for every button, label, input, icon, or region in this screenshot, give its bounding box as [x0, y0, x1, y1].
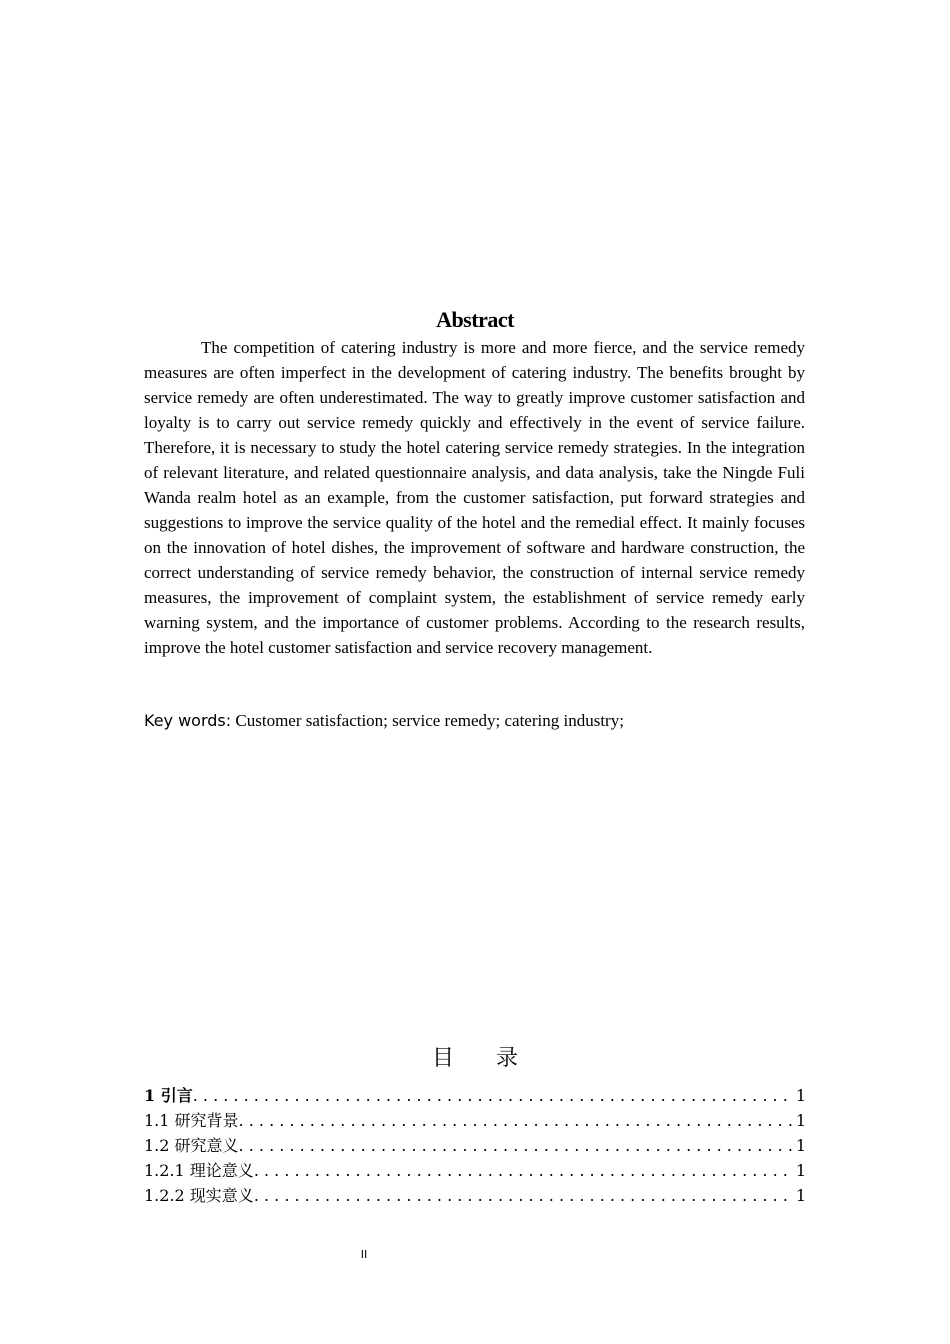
- abstract-title: Abstract: [436, 307, 514, 332]
- keywords-text: Customer satisfaction; service remedy; catering industry;: [235, 711, 624, 730]
- toc-entry-page: 1: [795, 1136, 806, 1155]
- page-number: II: [360, 1248, 368, 1261]
- toc-entry[interactable]: [144, 1083, 806, 1108]
- toc-leader-dots: [254, 1183, 794, 1208]
- toc-entry-label: 1.2 研究意义: [144, 1136, 239, 1155]
- abstract-body: The competition of catering industry is more and more fierce, and the service remedy measures are often imperfect in the development of catering industry. The benefits brought by service remedy are often underestimated. The way to greatly improve customer satisfaction and loyalty is to carry out service remedy quickly and effectively in the event of service failure. Therefore, it is necessary to study the hotel catering service remedy strategies. In the integration of relevant literature, and related questionnaire analysis, and data analysis, take the Ningde Fuli Wanda realm hotel as an example, from the customer satisfaction, put forward strategies and suggestions to improve the service quality of the hotel and the remedial effect. It mainly focuses on the innovation of hotel dishes, the improvement of software and hardware construction, the correct understanding of service remedy behavior, the construction of internal service remedy measures, the improvement of complaint system, the establishment of service remedy early warning system, and the importance of customer problems. According to the research results, improve the hotel customer satisfaction and service recovery management.: [144, 338, 805, 657]
- toc-leader-dots: [239, 1133, 794, 1158]
- toc-entry[interactable]: [144, 1158, 806, 1183]
- toc-entry-page: 1: [795, 1161, 806, 1180]
- toc-entry-page: 1: [795, 1086, 806, 1105]
- toc-entry-label: 1.2.1 理论意义: [144, 1161, 254, 1180]
- toc-entry-label: 1.1 研究背景: [144, 1111, 239, 1130]
- toc-leader-dots: [254, 1158, 794, 1183]
- keywords-line: [144, 708, 805, 733]
- toc-entry-page: 1: [795, 1111, 806, 1130]
- toc-entry-page: 1: [795, 1186, 806, 1205]
- toc-leader-dots: [193, 1083, 794, 1108]
- toc-entry[interactable]: [144, 1183, 806, 1208]
- toc-leader-dots: [239, 1108, 794, 1133]
- keywords-label: Key words:: [144, 711, 232, 730]
- toc-entry-label: 1.2.2 现实意义: [144, 1186, 254, 1205]
- table-of-contents: [144, 1083, 806, 1208]
- toc-entry[interactable]: [144, 1108, 806, 1133]
- toc-entry-label: 1 引言: [144, 1086, 193, 1105]
- toc-title: 目录: [431, 1046, 560, 1071]
- toc-entry[interactable]: [144, 1133, 806, 1158]
